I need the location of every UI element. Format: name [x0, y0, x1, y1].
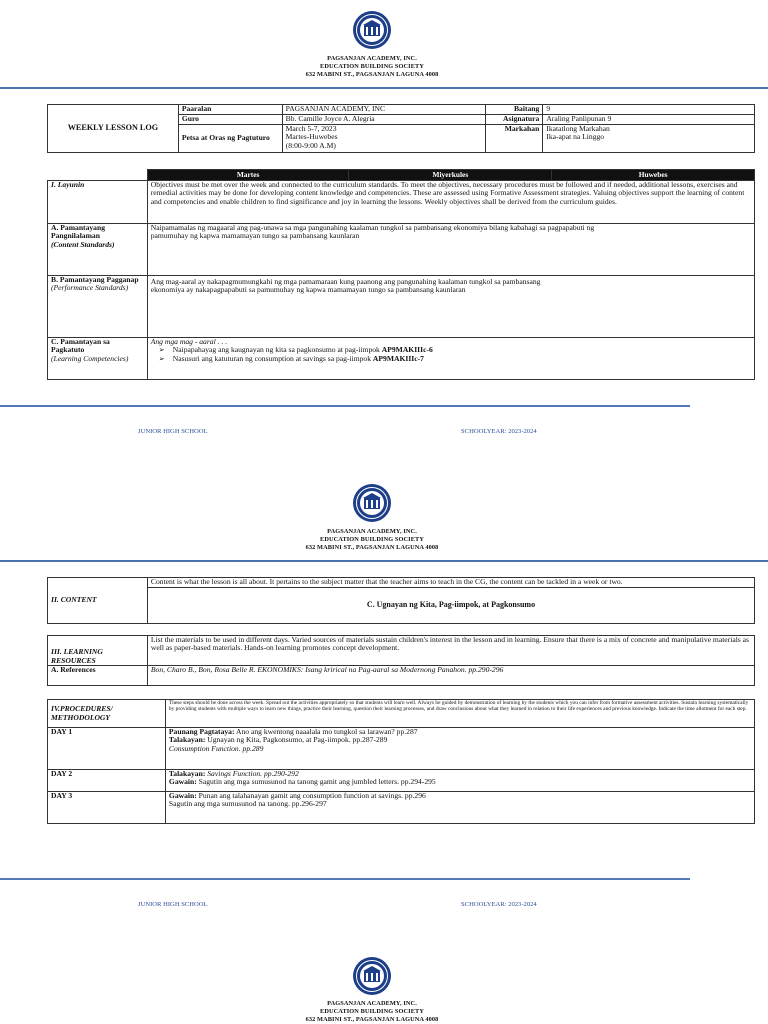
markahan-label: Markahan [486, 125, 543, 153]
asignatura-label: Asignatura [486, 115, 543, 125]
day3-line-label: Gawain: [168, 791, 197, 800]
day1-activities [165, 728, 754, 770]
learning-competencies-sub: (Learning Competencies) [51, 353, 129, 363]
school-header [0, 1000, 744, 1024]
day1-label: DAY 1 [48, 728, 166, 770]
content-standards-title: A. Pamantayang Pangnilalaman [51, 223, 106, 241]
school-header [0, 55, 744, 79]
school-society: EDUCATION BUILDING SOCIETY [320, 536, 424, 543]
day1-line-text: Ano ang kwentong naaalala mo tungkol sa larawan? pp.287 [234, 727, 418, 736]
day-header-blank [48, 170, 148, 181]
layunin-text: Objectives must be met over the week and connected to the curriculum standards. To meet the objectives, necessary procedures must be followed and if needed, additional lessons, exercises and remedial activities may be done for developing content knowledge and competencies. These are assessed using Formative Assessment strategies. Valuing objectives support the learning of content and competencies and enable children to find significance and joy in learning the lessons. Weekly objectives shall be derived from the curriculum guides. [147, 181, 754, 224]
competency-text: Nasusuri ang katuturan ng consumption at savings sa pag-iimpok [172, 353, 373, 363]
school-seal-logo [352, 10, 392, 50]
markahan-value [543, 125, 755, 153]
content-table [47, 577, 755, 624]
day3-line-text: Sagutin ang mga sumusunod na tanong. pp.296-297 [168, 799, 327, 809]
performance-standards-label [48, 276, 148, 338]
content-topic: C. Ugnayan ng Kita, Pag-iimpok, at Pagkonsumo [147, 588, 754, 624]
procedures-label: IV.PROCEDURES/ METHODOLOGY [48, 700, 166, 728]
learning-competencies-intro: Ang mga mag - aaral . . . [150, 337, 228, 346]
content-note: Content is what the lesson is all about. It pertains to the subject matter that the teacher aims to teach in the CG, the content can be tackled in a week or two. [147, 578, 754, 588]
header-rule [0, 87, 768, 89]
day3-label: DAY 3 [48, 792, 166, 824]
paaralan-value: PAGSANJAN ACADEMY, INC [282, 105, 486, 115]
competency-text: Naipapahayag ang kaugnayan ng kita sa pagkonsumo at pag-iimpok [172, 345, 382, 355]
day2-line-text: Savings Function. pp.290-292 [205, 769, 299, 778]
header-rule [0, 560, 768, 562]
markahan-week: Ika-apat na Linggo [546, 132, 605, 142]
learning-competencies-label [48, 338, 148, 380]
competency-code: AP9MAKIIIc-7 [372, 353, 424, 363]
guro-value: Bb. Camille Joyce A. Alegria [282, 115, 486, 125]
day-header-huwebes: Huwebes [552, 170, 755, 181]
day2-line [169, 778, 751, 786]
procedures-note: These steps should be done across the week. Spread out the activities appropriately so that students will learn well. Always be guided by demonstration of learning by the students which you can infer from formative assessment activities. Sustain learning systematically by providing students with multiple ways to learn new things, practice their learning, question their learning processes, and draw conclusions about what they learned in relation to their life experiences and previous knowledge. Indicate the time allotment for each step. [165, 700, 754, 728]
procedures-table [47, 699, 755, 824]
school-society: EDUCATION BUILDING SOCIETY [320, 63, 424, 70]
competency-list [151, 346, 751, 363]
resources-label: III. LEARNING RESOURCES [48, 636, 148, 666]
baitang-label: Baitang [486, 105, 543, 115]
school-name: PAGSANJAN ACADEMY, INC. [327, 55, 417, 62]
footer-left: JUNIOR HIGH SCHOOL [138, 901, 208, 908]
learning-competencies-text [147, 338, 754, 380]
footer-right: SCHOOLYEAR: 2023-2024 [461, 428, 537, 435]
petsa-value [282, 125, 486, 153]
performance-standards-title: B. Pamantayang Pagganap [51, 275, 139, 284]
day3-activities [165, 792, 754, 824]
day2-line-label: Talakayan: [168, 769, 206, 778]
competency-code: AP9MAKIIIc-6 [381, 345, 433, 355]
objectives-table [47, 169, 755, 380]
lesson-info-table [47, 104, 755, 153]
content-standards-body: Naipamamalas ng magaaral ang pag-unawa sa mga pangunahing kaalaman tungkol sa pambansang ekonomiya bilang kabahagi sa pagpapabuti ng pamumuhay ng kapwa mamamayan tungo sa pambansang kaunlaran [150, 223, 595, 241]
footer-rule [0, 878, 690, 880]
petsa-date: March 5-7, 2023 [285, 124, 337, 133]
school-name: PAGSANJAN ACADEMY, INC. [327, 528, 417, 535]
performance-standards-text [147, 276, 754, 338]
school-seal-logo [352, 956, 392, 996]
layunin-label: I. Layunin [48, 181, 148, 224]
footer-rule [0, 405, 690, 407]
petsa-time: (8:00-9:00 A.M) [285, 140, 336, 150]
references-label: A. References [48, 666, 148, 686]
content-standards-sub: (Content Standards) [51, 239, 115, 249]
competency-item [173, 355, 751, 363]
day2-activities [165, 770, 754, 792]
references-text: Bon, Charo B., Bon, Rosa Belle R. EKONOMIKS: Isang krirical na Pag-aaral sa Modernong Panahon. pp.290-296 [147, 666, 754, 686]
day2-label: DAY 2 [48, 770, 166, 792]
school-address: 632 MABINI ST., PAGSANJAN LAGUNA 4008 [305, 1016, 439, 1023]
guro-label: Guro [178, 115, 282, 125]
resources-note: List the materials to be used in different days. Varied sources of materials sustain children's interest in the lesson and in learning. Ensure that there is a mix of concrete and manipulative materials as well as paper-based materials. Hands-on learning promotes concept development. [147, 636, 754, 666]
day-header-martes: Martes [147, 170, 349, 181]
content-label: II. CONTENT [48, 578, 148, 624]
school-name: PAGSANJAN ACADEMY, INC. [327, 1000, 417, 1007]
school-address: 632 MABINI ST., PAGSANJAN LAGUNA 4008 [305, 71, 439, 78]
petsa-label: Petsa at Oras ng Pagtuturo [178, 125, 282, 153]
day1-line-label: Talakayan: [168, 735, 206, 745]
day1-line-text: Consumption Function. pp.289 [168, 743, 264, 753]
day1-line-text: Ugnayan ng Kita, Pagkonsumo, at Pag-iimpok. pp.287-289 [205, 735, 388, 745]
baitang-value: 9 [543, 105, 755, 115]
content-standards-label [48, 224, 148, 276]
school-society: EDUCATION BUILDING SOCIETY [320, 1008, 424, 1015]
asignatura-value: Araling Panlipunan 9 [543, 115, 755, 125]
day2-line-text: Sagutin ang mga sumusunod na tanong gamit ang jumbled letters. pp.294-295 [196, 777, 436, 787]
weekly-lesson-log-title: WEEKLY LESSON LOG [48, 105, 179, 153]
performance-standards-body: Ang mag-aaral ay nakapagmumungkahi ng mga pamamaraan kung paanong ang pangunahing kaalaman tungkol sa pambansang ekonomiya ay nakapagpapabuti sa pamumuhay ng kapwa mamamayan tungo sa pambansang kaunlaran [150, 277, 541, 295]
school-address: 632 MABINI ST., PAGSANJAN LAGUNA 4008 [305, 544, 439, 551]
school-header [0, 528, 744, 552]
day-header-miyerkules: Miyerkules [349, 170, 552, 181]
day2-line-label: Gawain: [168, 777, 197, 787]
school-seal-logo [352, 483, 392, 523]
learning-competencies-title: C. Pamantayan sa Pagkatuto [51, 337, 110, 355]
day1-line-label: Paunang Pagtataya: [168, 727, 235, 736]
petsa-days: Martes-Huwebes [285, 132, 338, 142]
performance-standards-sub: (Performance Standards) [51, 283, 129, 293]
content-standards-text [147, 224, 754, 276]
markahan-quarter: Ikatatlong Markahan [546, 124, 610, 133]
footer-left: JUNIOR HIGH SCHOOL [138, 428, 208, 435]
resources-table [47, 635, 755, 686]
day3-line-text: Punan ang talahanayan gamit ang consumption function at savings. pp.296 [196, 791, 426, 800]
footer-right: SCHOOLYEAR: 2023-2024 [461, 901, 537, 908]
paaralan-label: Paaralan [178, 105, 282, 115]
